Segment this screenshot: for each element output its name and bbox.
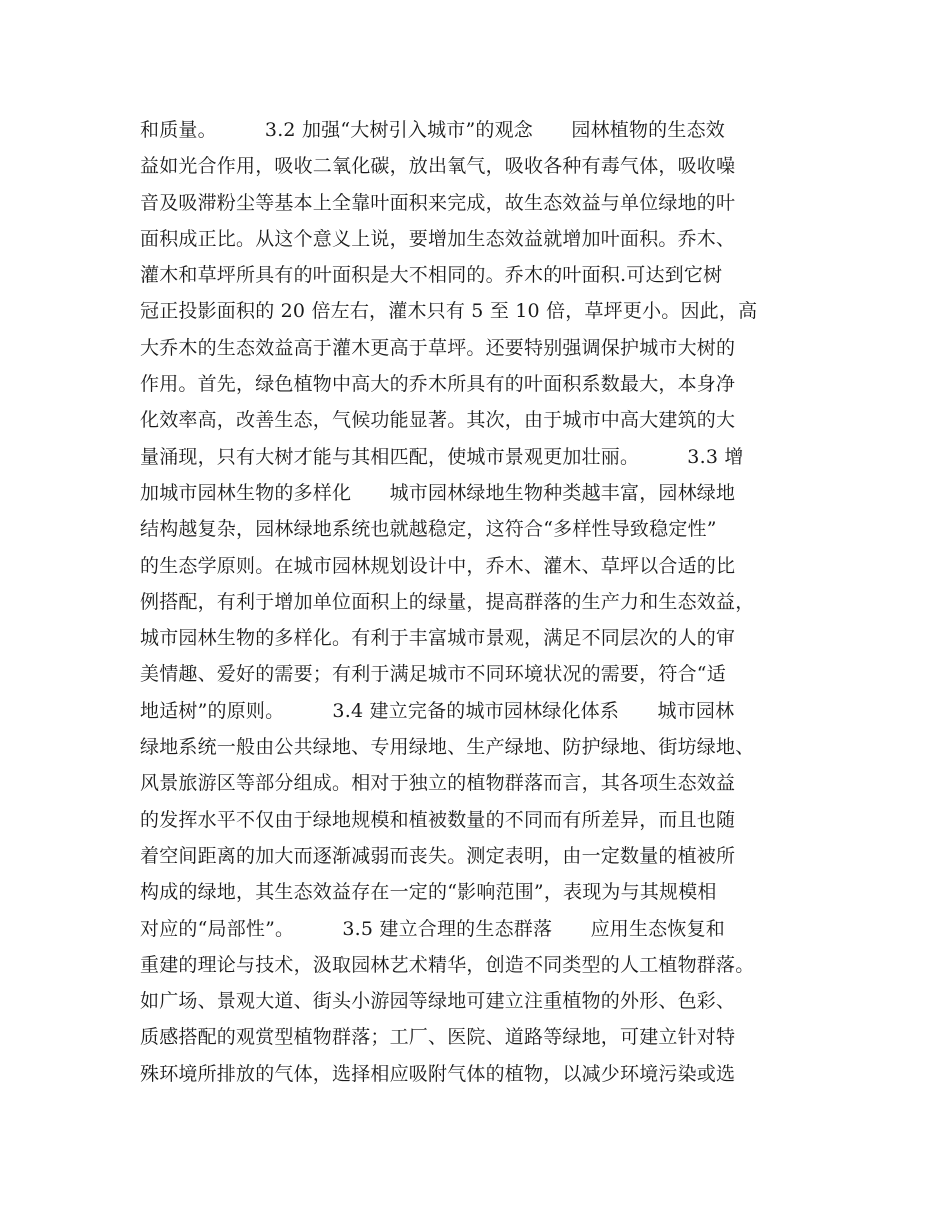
text-line: 例搭配，有利于增加单位面积上的绿量，提高群落的生产力和生态效益，	[140, 590, 755, 613]
text-line: 结构越复杂，园林绿地系统也就越稳定，这符合“多样性导致稳定性”	[140, 518, 717, 541]
text-line: 重建的理论与技术，汲取园林艺术精华，创造不同类型的人工植物群落。	[140, 953, 755, 976]
text-line: 和质量。 3.2 加强“大树引入城市”的观念 园林植物的生态效	[140, 119, 725, 141]
text-line: 着空间距离的加大而逐渐减弱而丧失。测定表明，由一定数量的植被所	[140, 844, 736, 867]
text-line: 城市园林生物的多样化。有利于丰富城市景观，满足不同层次的人的审	[140, 627, 736, 650]
text-line: 对应的“局部性”。 3.5 建立合理的生态群落 应用生态恢复和	[140, 917, 725, 940]
text-line: 益如光合作用，吸收二氧化碳，放出氧气，吸收各种有毒气体，吸收噪	[140, 155, 736, 178]
text-line: 量涌现，只有大树才能与其相匹配，使城市景观更加壮丽。 3.3 增	[140, 445, 744, 468]
body-text	[140, 112, 830, 1092]
text-line: 面积成正比。从这个意义上说，要增加生态效益就增加叶面积。乔木、	[140, 227, 736, 250]
text-line: 化效率高，改善生态，气候功能显著。其次，由于城市中高大建筑的大	[140, 409, 736, 432]
text-line: 灌木和草坪所具有的叶面积是大不相同的。乔木的叶面积.可达到它树	[140, 264, 723, 287]
text-line: 殊环境所排放的气体，选择相应吸附气体的植物，以减少环境污染或选	[140, 1062, 736, 1085]
text-line: 的生态学原则。在城市园林规划设计中，乔木、灌木、草坪以合适的比	[140, 554, 736, 577]
text-line: 作用。首先，绿色植物中高大的乔木所具有的叶面积系数最大，本身净	[140, 373, 736, 396]
text-line: 美情趣、爱好的需要；有利于满足城市不同环境状况的需要，符合“适	[140, 663, 726, 686]
text-line: 加城市园林生物的多样化 城市园林绿地生物种类越丰富，园林绿地	[140, 481, 736, 504]
text-line: 绿地系统一般由公共绿地、专用绿地、生产绿地、防护绿地、街坊绿地、	[140, 736, 755, 759]
text-line: 音及吸滞粉尘等基本上全靠叶面积来完成，故生态效益与单位绿地的叶	[140, 191, 736, 214]
text-line: 风景旅游区等部分组成。相对于独立的植物群落而言，其各项生态效益	[140, 772, 736, 795]
text-line: 大乔木的生态效益高于灌木更高于草坪。还要特别强调保护城市大树的	[140, 336, 736, 359]
text-line: 冠正投影面积的 20 倍左右，灌木只有 5 至 10 倍，草坪更小。因此，高	[140, 300, 758, 323]
text-line: 构成的绿地，其生态效益存在一定的“影响范围”，表现为与其规模相	[140, 881, 717, 904]
text-line: 如广场、景观大道、街头小游园等绿地可建立注重植物的外形、色彩、	[140, 990, 736, 1013]
text-line: 质感搭配的观赏型植物群落；工厂、医院、道路等绿地，可建立针对特	[140, 1026, 736, 1049]
text-line: 的发挥水平不仅由于绿地规模和植被数量的不同而有所差异，而且也随	[140, 808, 736, 831]
text-line: 地适树”的原则。 3.4 建立完备的城市园林绿化体系 城市园林	[140, 699, 735, 722]
